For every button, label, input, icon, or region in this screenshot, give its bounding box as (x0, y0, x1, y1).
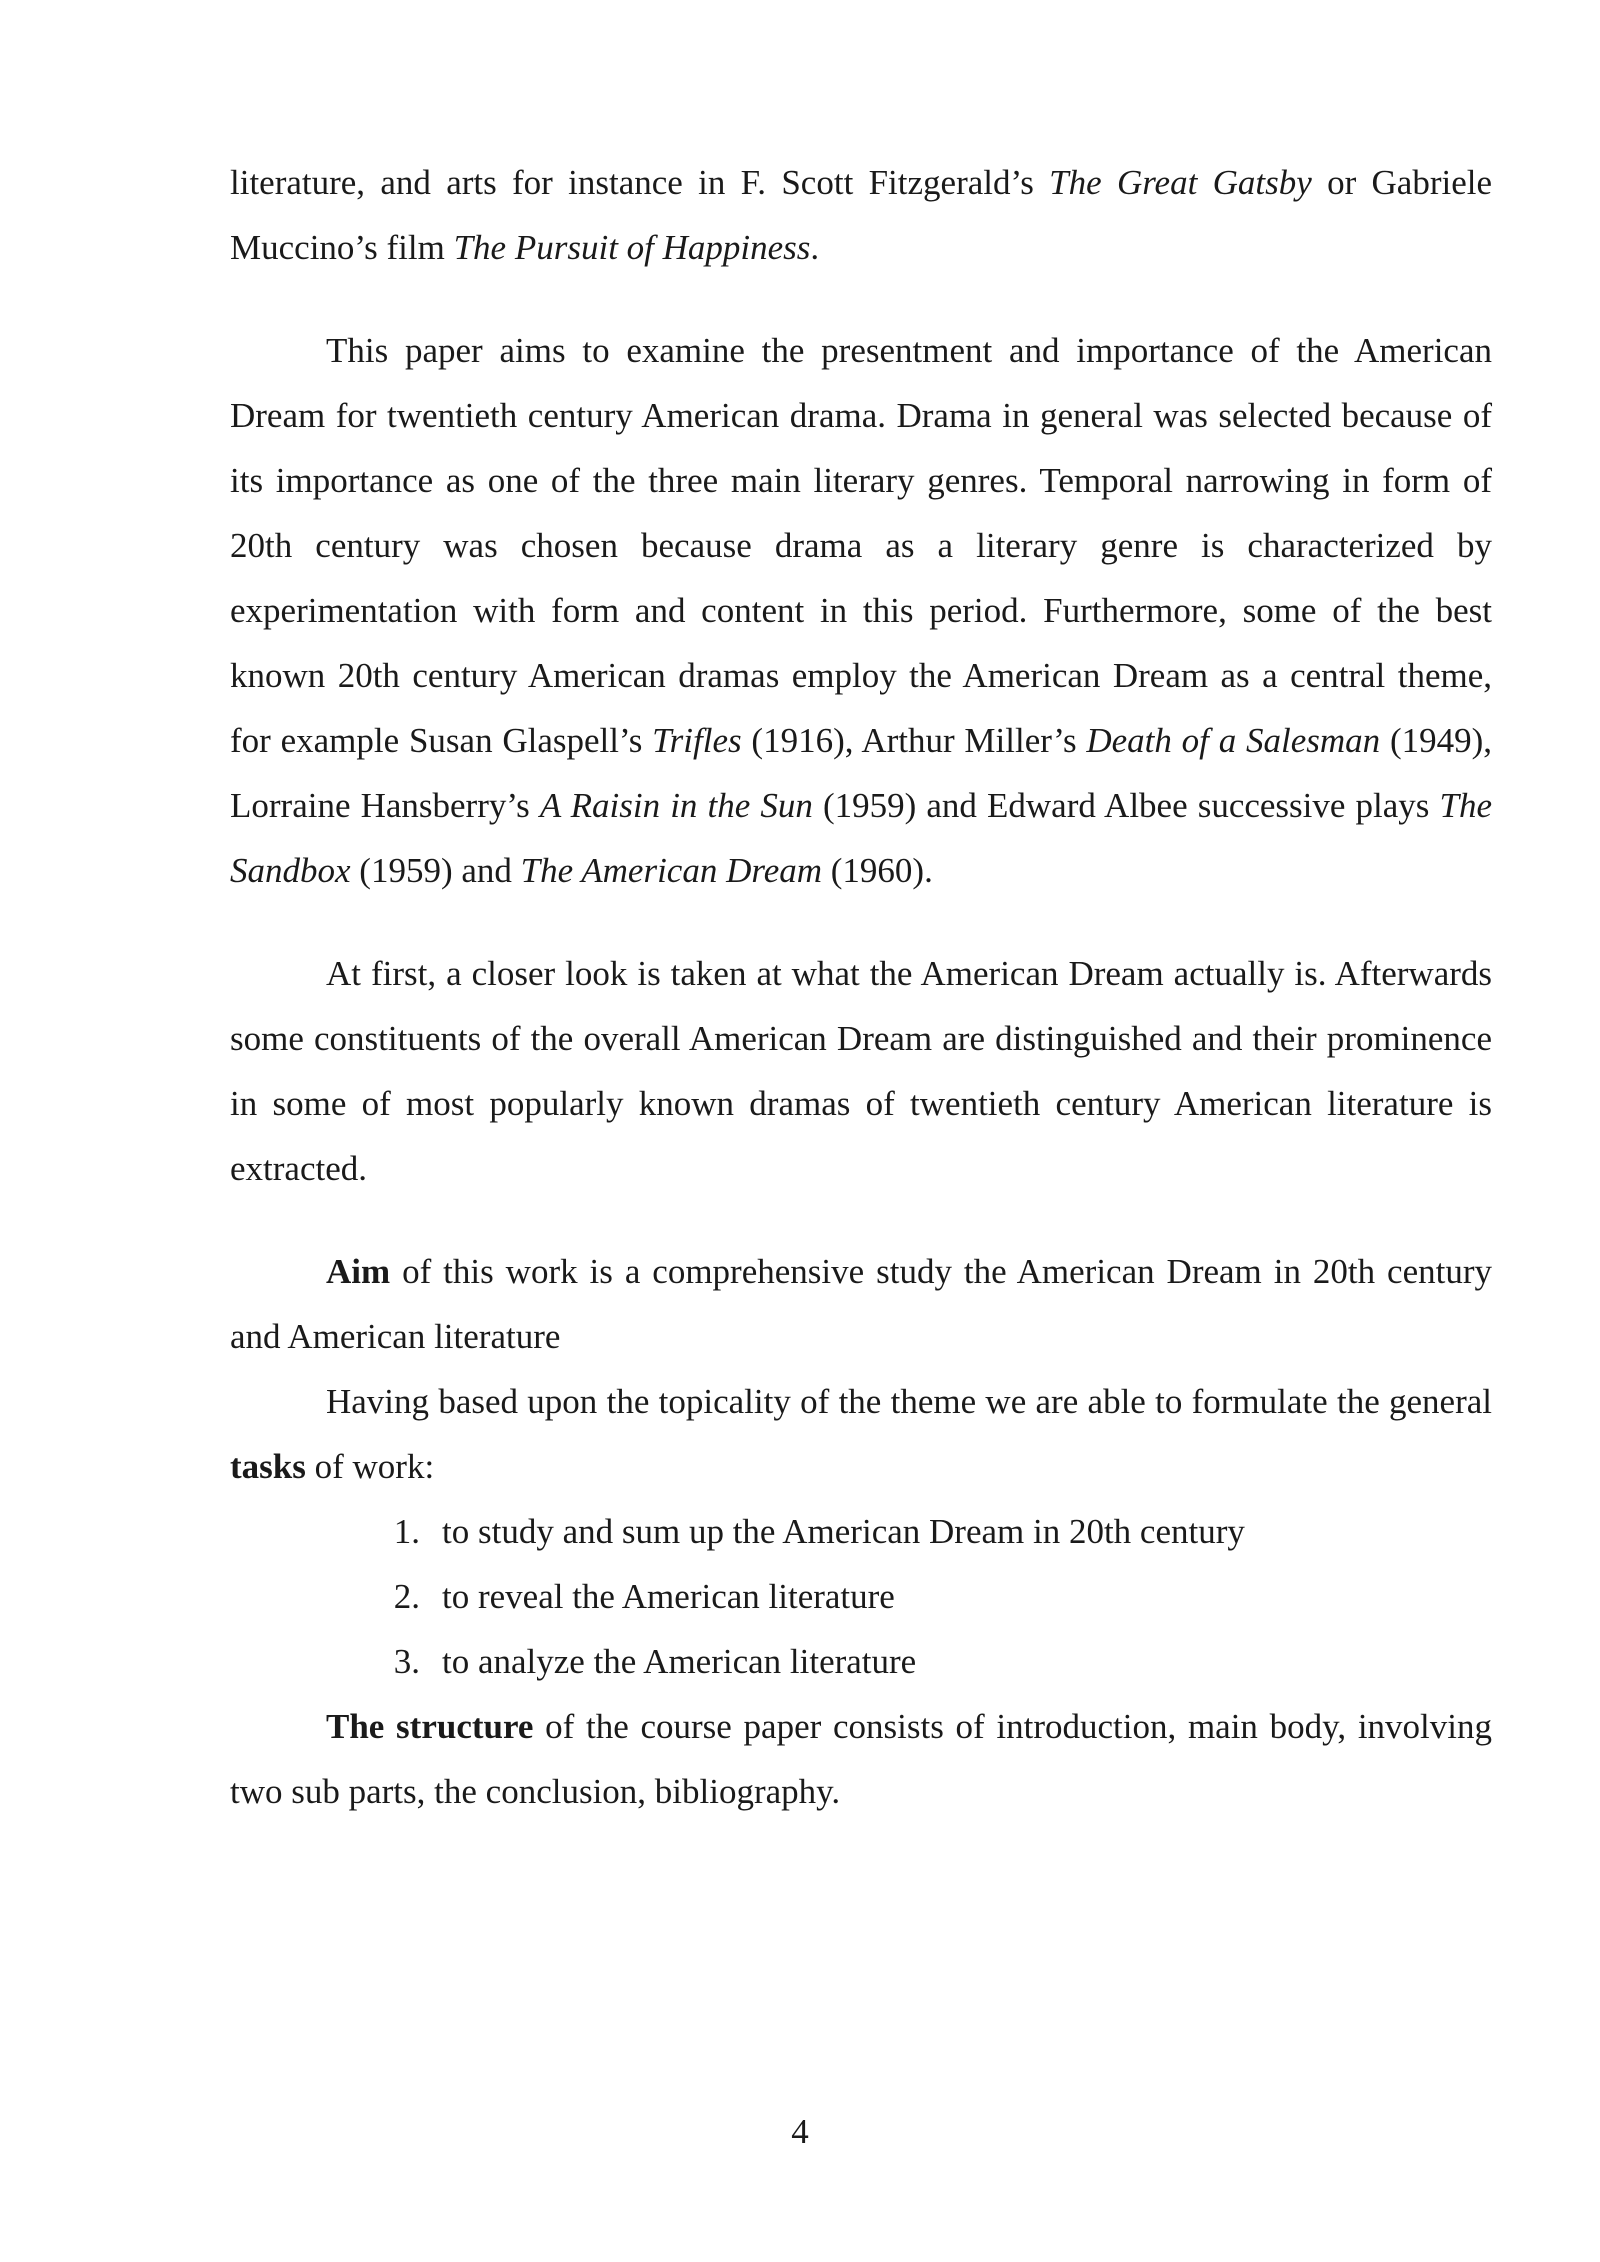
task-item (360, 1564, 1492, 1629)
paragraph-paper-aims (230, 318, 1492, 903)
text: (1960). (822, 851, 933, 890)
document-body (230, 150, 1492, 1824)
text: (1916), Arthur Miller’s (741, 721, 1087, 760)
task-text: to analyze the American literature (442, 1642, 917, 1681)
tasks-list (230, 1499, 1492, 1694)
text: (1959) and (350, 851, 521, 890)
task-text: to study and sum up the American Dream in 20th century (442, 1512, 1245, 1551)
text: This paper aims to examine the presentment and importance of the American Dream for twentieth century American drama. Drama in general was selected because of its importance as one of the three main literary genres. Temporal narrowing in form of 20th century was chosen because drama as a literary genre is characterized by experimentation with form and content in this period. Furthermore, some of the best known 20th century American dramas employ the American Dream as a central theme, for example Susan Glaspell’s (230, 331, 1492, 760)
text: . (810, 228, 820, 267)
title-pursuit-of-happiness: The Pursuit of Happiness (453, 228, 811, 267)
paragraph-intro-continuation (230, 150, 1492, 280)
text: At first, a closer look is taken at what the American Dream actually is. Afterwards some constituents of the overall American Dream are distinguished and their prominence in some of most popularly known dramas of twentieth century American literature is extracted. (230, 954, 1492, 1188)
title-the-american-dream: The American Dream (520, 851, 823, 890)
text: (1949), Lorraine Hansberry’s (230, 721, 1493, 825)
text: (1959) and Edward Albee successive plays (812, 786, 1440, 825)
structure-label: The structure (326, 1707, 534, 1746)
task-item (360, 1499, 1492, 1564)
title-the-sandbox: The Sandbox (230, 786, 1493, 890)
title-trifles: Trifles (652, 721, 742, 760)
task-number: 3. (393, 1642, 420, 1681)
task-text: to reveal the American literature (442, 1577, 895, 1616)
text: literature, and arts for instance in F. Scott Fitzgerald’s (230, 163, 1050, 202)
paragraph-aim (230, 1239, 1492, 1369)
task-number: 1. (393, 1512, 420, 1551)
title-raisin-in-the-sun: A Raisin in the Sun (539, 786, 813, 825)
task-number: 2. (393, 1577, 420, 1616)
text: or Gabriele Muccino’s film (230, 163, 1493, 267)
paragraph-tasks-intro (230, 1369, 1492, 1499)
aim-label: Aim (326, 1252, 391, 1291)
paragraph-closer-look (230, 941, 1492, 1201)
text: of the course paper consists of introduction, main body, involving two sub parts, the conclusion, bibliography. (230, 1707, 1493, 1811)
tasks-label: tasks (230, 1447, 306, 1486)
task-item (360, 1629, 1492, 1694)
text: of this work is a comprehensive study the American Dream in 20th century and American literature (230, 1252, 1492, 1356)
text: Having based upon the topicality of the theme we are able to formulate the general (326, 1382, 1492, 1421)
paragraph-structure (230, 1694, 1492, 1824)
text: of work: (305, 1447, 435, 1486)
page-number: 4 (791, 2112, 809, 2151)
title-death-of-a-salesman: Death of a Salesman (1086, 721, 1381, 760)
title-great-gatsby: The Great Gatsby (1049, 163, 1312, 202)
